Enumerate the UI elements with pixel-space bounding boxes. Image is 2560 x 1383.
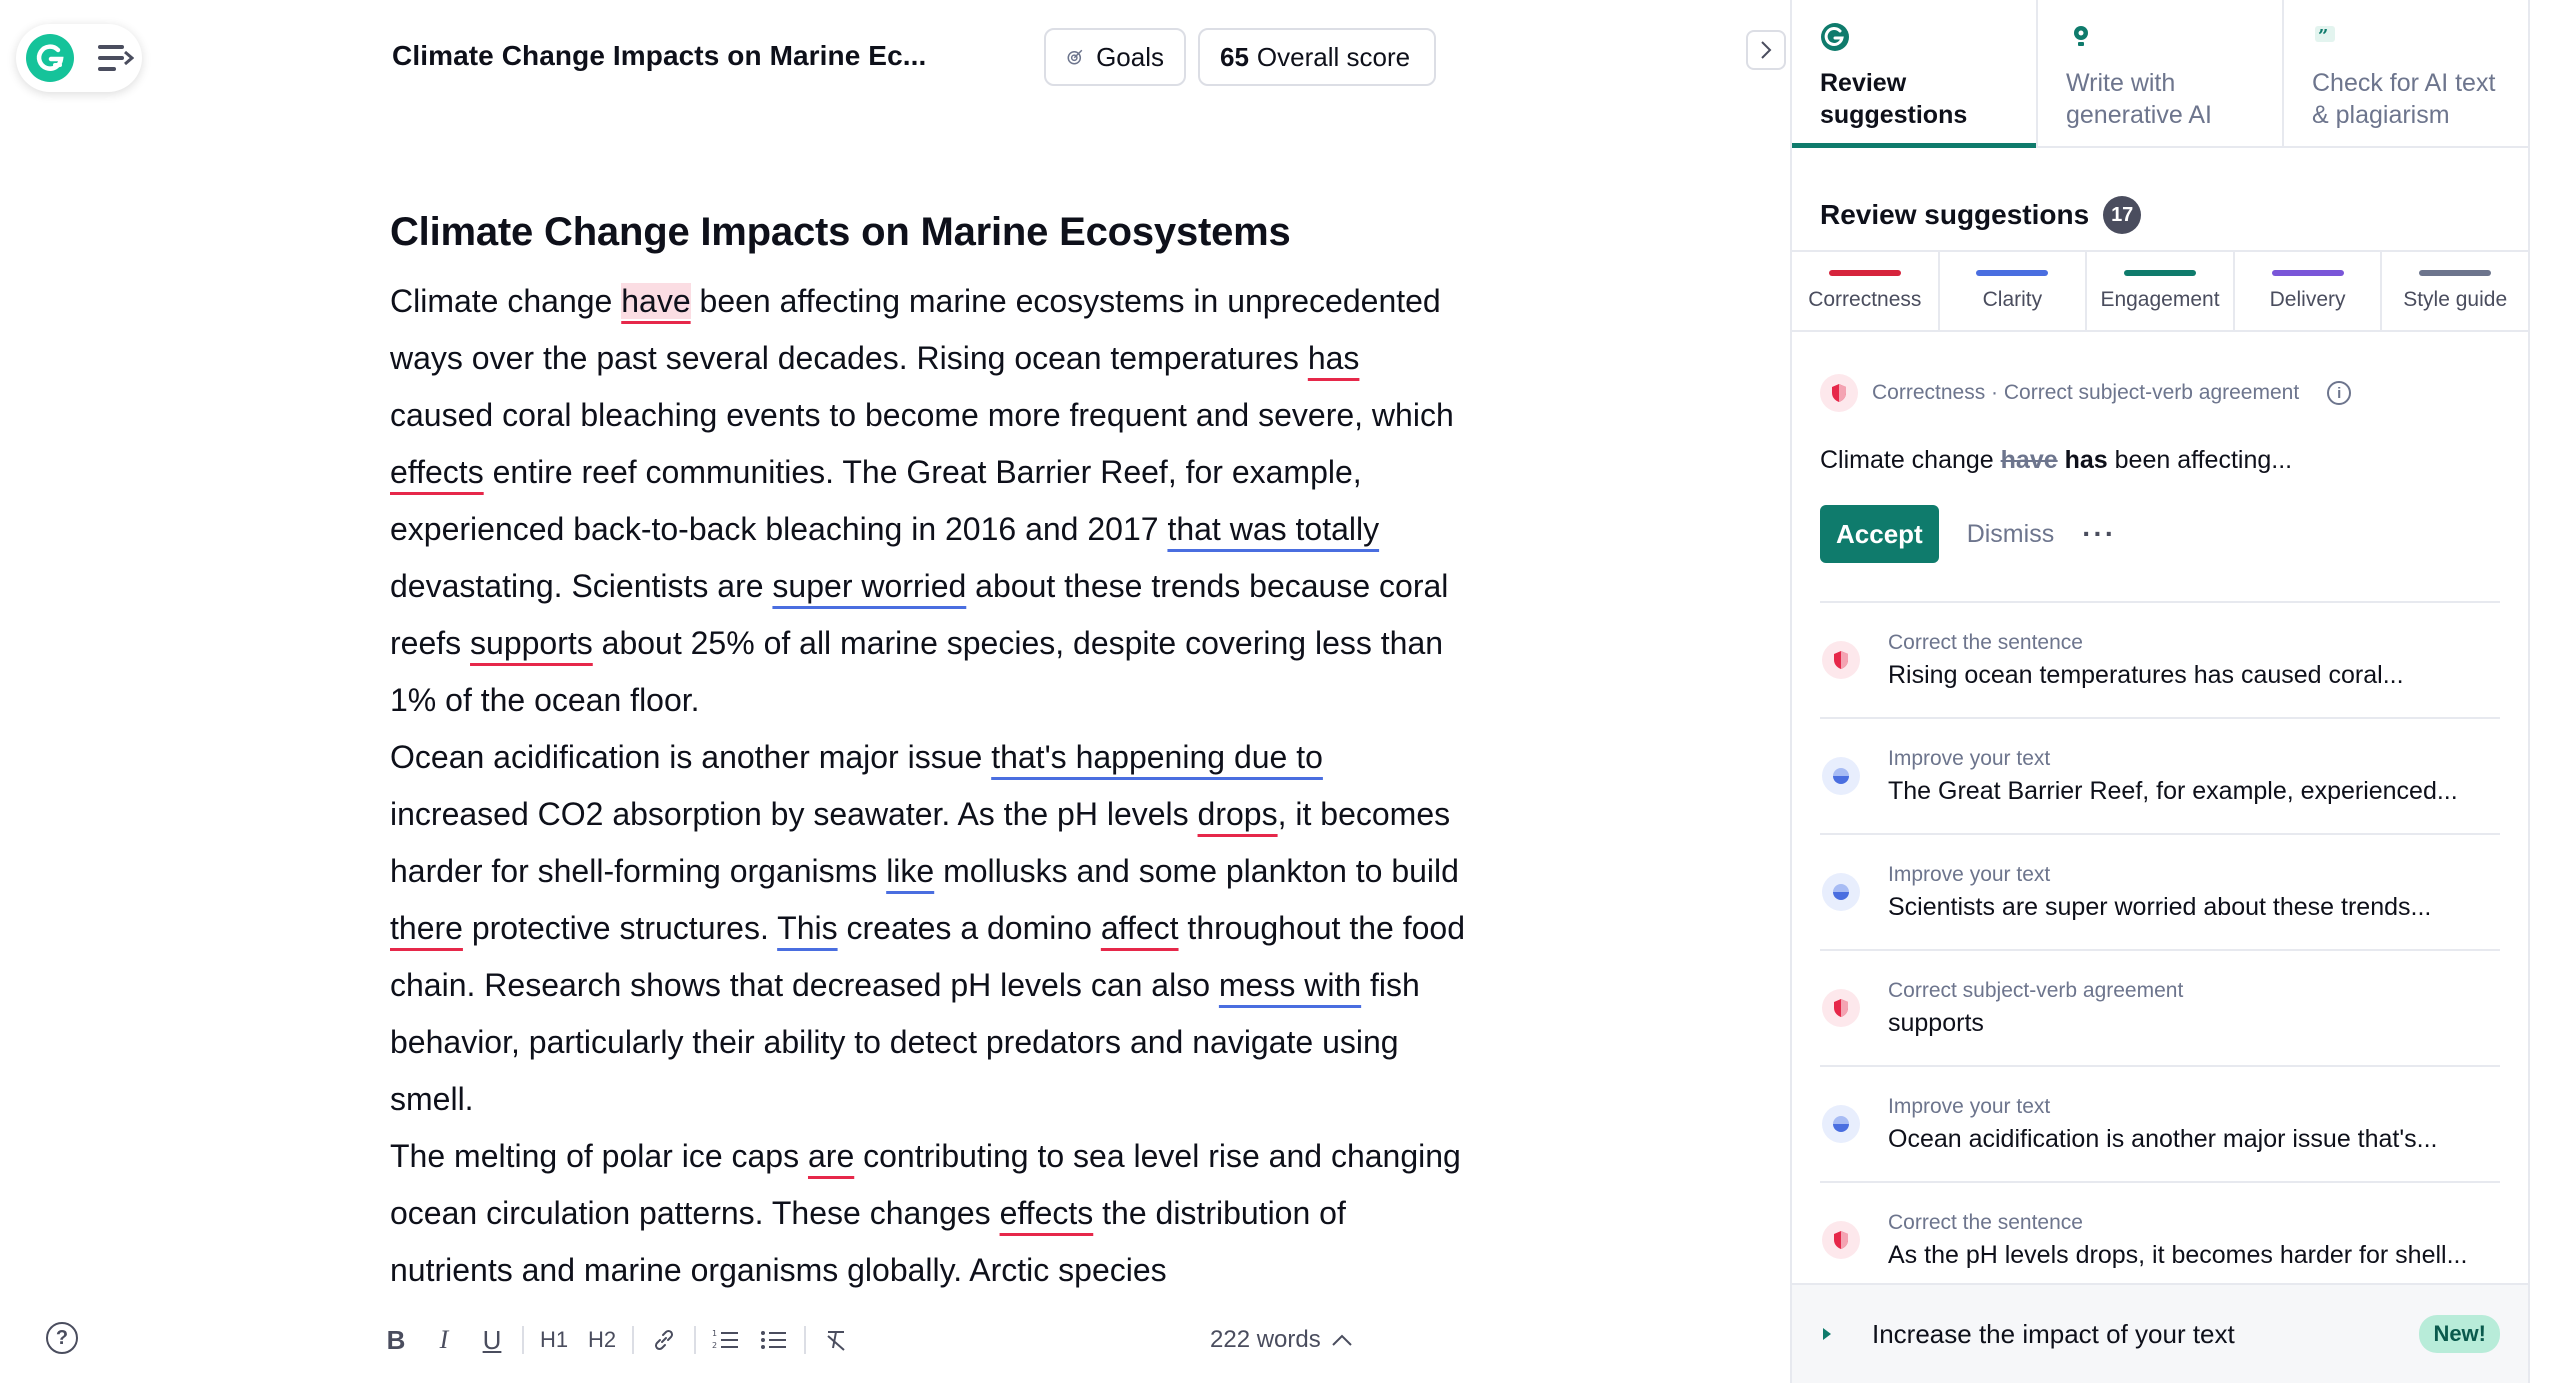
clarity-icon [1822,873,1860,911]
svg-text:1: 1 [712,1329,718,1338]
review-header [1792,148,2528,248]
word-count[interactable]: 222 words [1210,1326,1353,1354]
help-button[interactable]: ? [46,1322,78,1354]
score-value: 65 [1220,41,1249,72]
heading2-button[interactable]: H2 [587,1327,617,1352]
category-bar [1829,270,1901,276]
clear-format-icon [824,1328,848,1352]
grammarly-g-icon [1820,22,1850,52]
chevron-right-icon [1759,39,1773,61]
divider [694,1326,696,1354]
document-title[interactable]: Climate Change Impacts on Marine Ec... [392,40,927,71]
tab-ai-plagiarism[interactable] [2284,0,2528,146]
lightbulb-icon [2066,22,2096,52]
new-badge: New! [2419,1315,2500,1353]
document-heading[interactable]: Climate Change Impacts on Marine Ecosystems [390,210,1291,254]
error-highlight[interactable]: supports [470,625,593,661]
caret-right-icon [1820,1325,1834,1343]
italic-button[interactable]: I [439,1325,449,1354]
overall-score-button[interactable] [1198,28,1436,86]
ordered-list-icon [712,1328,740,1352]
accept-button[interactable]: Accept [1820,505,1939,563]
category-bar [2419,270,2491,276]
more-options-button[interactable]: ··· [2082,518,2117,549]
format-toolbar [372,1318,860,1362]
clarity-icon [1822,757,1860,795]
tab-generative-ai[interactable] [2038,0,2284,146]
tab-review-suggestions[interactable] [1792,0,2038,146]
suggestion-list [1820,601,2500,1299]
divider [804,1326,806,1354]
category-engagement[interactable]: Engagement [2087,252,2235,330]
ordered-list-button[interactable] [702,1320,750,1360]
error-highlight[interactable]: have [621,283,691,319]
suggestion-preview: Climate change have has been affecting... [1820,446,2293,474]
category-style-guide[interactable]: Style guide [2382,252,2528,330]
link-button[interactable] [640,1320,688,1360]
error-highlight[interactable]: effects [999,1195,1094,1231]
panel-tabs [1792,0,2528,148]
active-suggestion-card[interactable] [1792,332,2528,563]
suggestion-item[interactable]: Correct the sentence Rising ocean temperatures has caused coral... [1820,603,2500,719]
error-highlight[interactable]: has [1307,340,1360,376]
underline-button[interactable]: U [482,1324,502,1355]
category-clarity[interactable]: Clarity [1940,252,2088,330]
tab-label: Check for AI text & plagiarism [2312,69,2496,129]
clear-format-button[interactable] [812,1320,860,1360]
goals-label: Goals [1096,41,1164,72]
quote-icon [2312,22,2342,52]
category-correctness[interactable]: Correctness [1792,252,1940,330]
suggestion-item[interactable]: Correct subject-verb agreement supports [1820,951,2500,1067]
suggestion-count-badge: 17 [2103,196,2141,234]
heading1-button[interactable]: H1 [539,1327,569,1352]
suggestion-category: Correctness · Correct subject-verb agreement [1872,381,2300,404]
target-icon [1066,45,1084,69]
shield-icon [1822,641,1860,679]
clarity-highlight[interactable]: mess with [1218,967,1362,1003]
suggestion-item[interactable]: Improve your text Ocean acidification is another major issue that's... [1820,1067,2500,1183]
score-label: Overall score [1256,41,1411,72]
category-bar [1976,270,2048,276]
dismiss-button[interactable]: Dismiss [1966,519,2055,548]
error-highlight[interactable]: are [807,1138,855,1174]
divider [522,1326,524,1354]
collapse-panel-button[interactable] [1746,30,1786,70]
info-icon[interactable]: i [2327,381,2351,405]
bold-button[interactable]: B [386,1324,406,1355]
link-icon [651,1327,677,1353]
shield-icon [1820,374,1858,412]
category-filters [1792,250,2528,332]
error-highlight[interactable]: there [390,910,463,946]
suggestion-item[interactable]: Improve your text Scientists are super worried about these trends... [1820,835,2500,951]
error-highlight[interactable]: affect [1100,910,1179,946]
category-delivery[interactable]: Delivery [2235,252,2383,330]
clarity-highlight[interactable]: like [886,853,935,889]
clarity-highlight[interactable]: This [777,910,838,946]
paragraph-2[interactable]: Ocean acidification is another major issue that's happening due to increased CO2 absorption by seawater. As the pH levels drops, it becomes harder for shell-forming organisms like mollusks and some plankton to build there protective structures. This creates a domino affect throughout the food chain. Research shows that decreased pH levels can also mess with fish behavior, particularly their ability to detect predators and navigate using smell. [390,739,1465,1117]
svg-text:2: 2 [712,1341,718,1350]
suggestion-item[interactable]: Correct the sentence As the pH levels drops, it becomes harder for shell... [1820,1183,2500,1299]
error-highlight[interactable]: drops [1197,796,1278,832]
clarity-highlight[interactable]: that was totally [1167,511,1380,547]
added-word: has [2064,446,2108,474]
review-title: Review suggestions [1820,199,2090,230]
document-editor[interactable] [390,210,1465,1299]
divider [632,1326,634,1354]
category-bar [2124,270,2196,276]
increase-impact-label: Increase the impact of your text [1872,1318,2235,1349]
grammarly-widget[interactable] [16,24,142,92]
clarity-highlight[interactable]: that's happening due to [991,739,1323,775]
bullet-list-button[interactable] [750,1320,798,1360]
menu-icon[interactable] [98,43,132,73]
paragraph-3[interactable]: The melting of polar ice caps are contributing to sea level rise and changing ocean circulation patterns. These changes effects the distribution of nutrients and marine organisms globally. Arctic species [390,1138,1461,1288]
assistant-panel [1790,0,2530,1383]
tab-label: Review suggestions [1820,69,1968,129]
tab-label: Write with generative AI [2066,69,2212,129]
paragraph-1[interactable]: Climate change have been affecting marine ecosystems in unprecedented ways over the past several decades. Rising ocean temperatures has caused coral bleaching events to become more frequent and severe, which effects entire reef communities. The Great Barrier Reef, for example, experienced back-to-back bleaching in 2016 and 2017 that was totally devastating. Scientists are super worried about these trends because coral reefs supports about 25% of all marine species, despite covering less than 1% of the ocean floor. [390,283,1454,718]
increase-impact-bar[interactable] [1792,1283,2528,1383]
bullet-list-icon [760,1328,788,1352]
clarity-highlight[interactable]: super worried [772,568,967,604]
category-bar [2272,270,2344,276]
grammarly-logo-icon[interactable] [26,34,74,82]
clarity-icon [1822,1105,1860,1143]
goals-button[interactable] [1044,28,1186,86]
shield-icon [1822,989,1860,1027]
error-highlight[interactable]: effects [390,454,484,490]
shield-icon [1822,1221,1860,1259]
removed-word: have [2000,446,2058,474]
suggestion-item[interactable]: Improve your text The Great Barrier Reef, for example, experienced... [1820,719,2500,835]
chevron-up-icon [1331,1333,1353,1347]
svg-text:”: ” [2318,26,2329,47]
